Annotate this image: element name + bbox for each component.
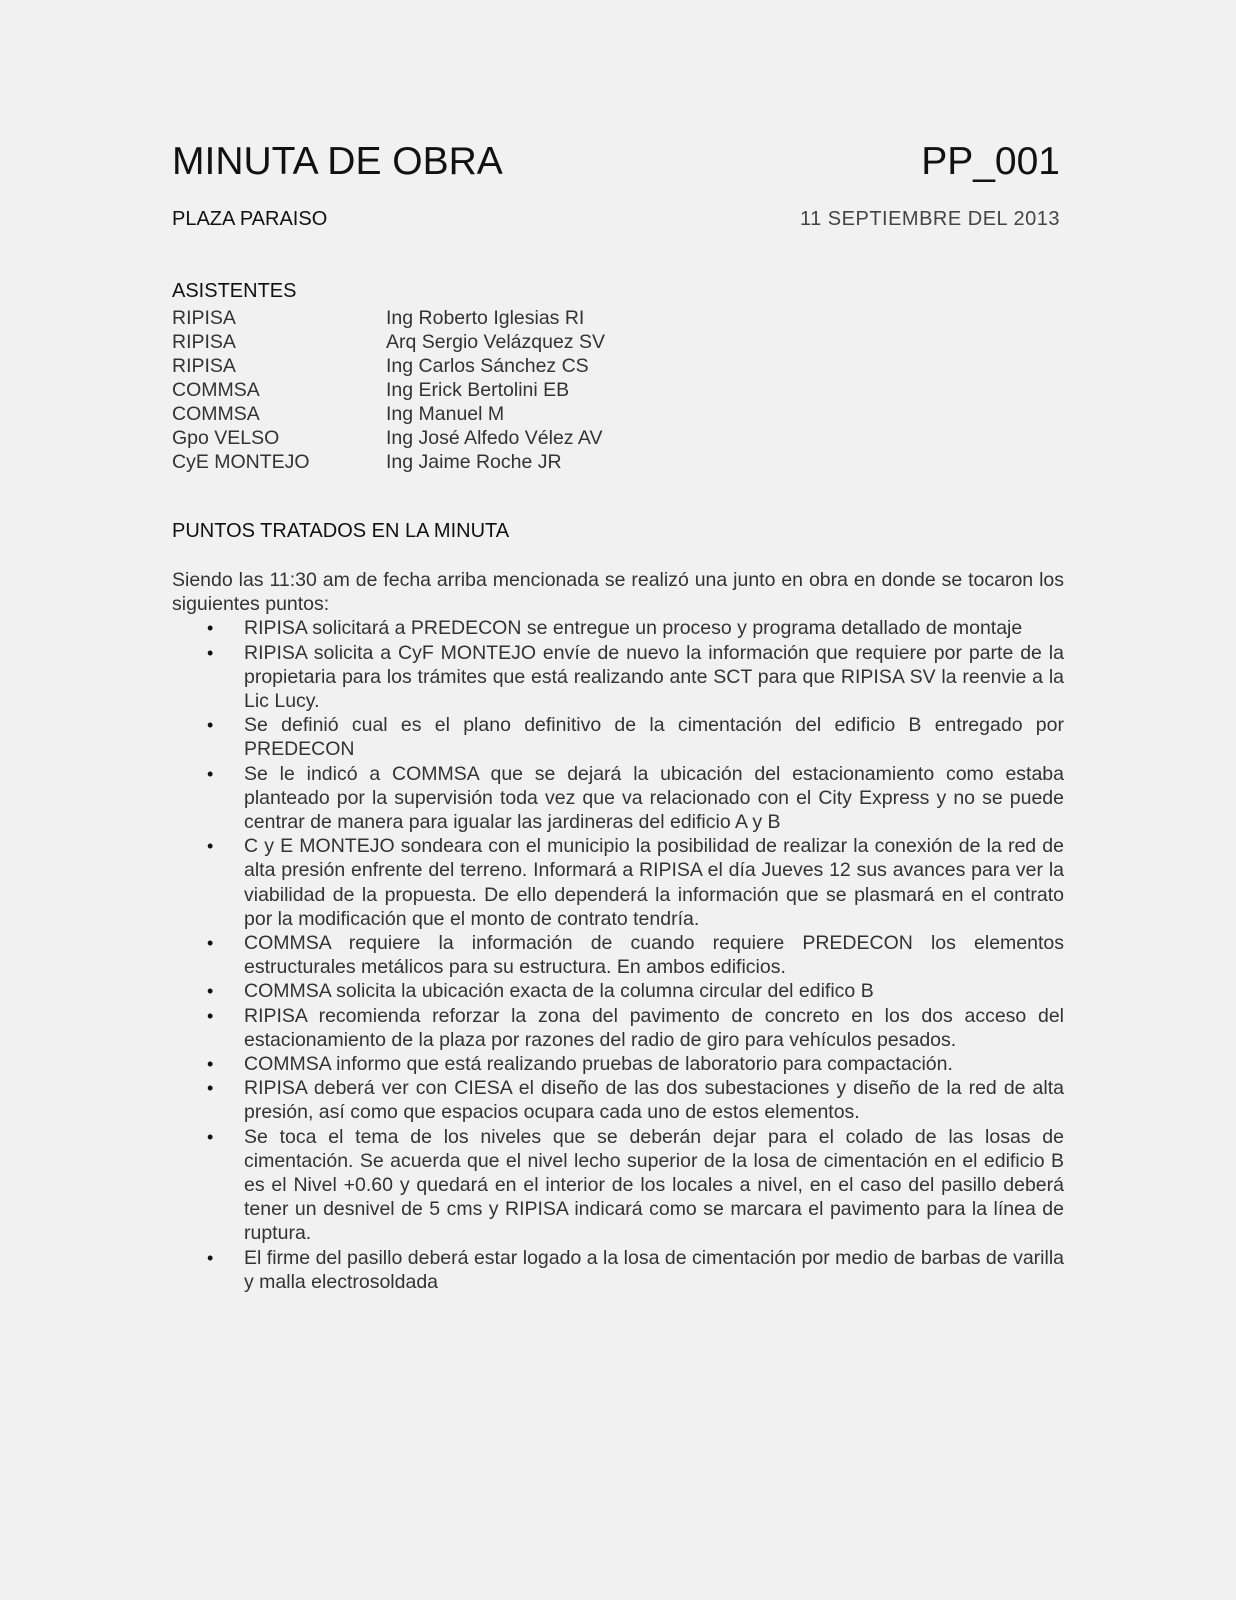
attendee-person: Ing Roberto Iglesias RI — [386, 307, 585, 329]
bullet-icon: • — [207, 933, 214, 954]
list-item — [172, 713, 1064, 761]
list-item — [172, 762, 1064, 835]
attendee-person: Ing Manuel M — [386, 403, 505, 425]
bullet-icon: • — [207, 1126, 214, 1147]
list-item — [172, 1052, 1064, 1076]
attendee-company: RIPISA — [172, 355, 236, 377]
list-item — [172, 931, 1064, 979]
attendee-row — [172, 306, 605, 330]
attendee-row — [172, 330, 605, 354]
bullet-icon: • — [207, 763, 214, 784]
project-name: PLAZA PARAISO — [172, 208, 328, 230]
bullet-icon: • — [207, 1054, 214, 1075]
list-item-text: Se definió cual es el plano definitivo de la cimentación del edificio B entregado por PREDECON — [244, 714, 1064, 761]
bullet-icon: • — [207, 1005, 214, 1026]
attendee-person: Ing Jaime Roche JR — [386, 451, 562, 473]
attendee-row — [172, 426, 605, 450]
attendee-person: Ing Erick Bertolini EB — [386, 379, 570, 401]
list-item-text: COMMSA solicita la ubicación exacta de la columna circular del edifico B — [244, 980, 874, 1003]
list-item — [172, 1004, 1064, 1052]
attendee-company: CyE MONTEJO — [172, 451, 310, 473]
bullet-icon: • — [207, 618, 214, 639]
document-date: 11 SEPTIEMBRE DEL 2013 — [799, 208, 1060, 230]
attendees-list — [172, 306, 605, 474]
points-heading: PUNTOS TRATADOS EN LA MINUTA — [172, 520, 510, 542]
list-item-text: RIPISA recomienda reforzar la zona del pavimento de concreto en los dos acceso del estacionamiento de la plaza por razones del radio de giro para vehículos pesados. — [244, 1004, 1064, 1051]
list-item-text: COMMSA informo que está realizando pruebas de laboratorio para compactación. — [244, 1053, 953, 1076]
list-item — [172, 616, 1064, 640]
bullet-icon: • — [207, 642, 214, 663]
list-item-text: Se le indicó a COMMSA que se dejará la ubicación del estacionamiento como estaba planteado por la supervisión toda vez que va relacionado con el City Express y no se puede centrar de manera para igualar las jardineras del edificio A y B — [244, 762, 1064, 834]
attendee-row — [172, 354, 605, 378]
attendee-person: Ing José Alfedo Vélez AV — [386, 427, 603, 449]
attendee-row — [172, 378, 605, 402]
bullet-icon: • — [207, 836, 214, 857]
list-item-text: Se toca el tema de los niveles que se deberán dejar para el colado de las losas de cimentación. Se acuerda que el nivel lecho superior de la losa de cimentación en el edificio B es el Nivel +0.60 y quedará en el interior de los locales a nivel, en el caso del pasillo deberá tener un desnivel de 5 cms y RIPISA indicará como se marcara el pavimento para la línea de ruptura. — [244, 1125, 1064, 1245]
attendee-company: RIPISA — [172, 307, 236, 329]
list-item — [172, 641, 1064, 714]
attendee-person: Ing Carlos Sánchez CS — [386, 355, 589, 377]
intro-paragraph: Siendo las 11:30 am de fecha arriba mencionada se realizó una junto en obra en donde se tocaron los siguientes puntos: — [172, 569, 1064, 616]
bullet-icon: • — [207, 715, 214, 736]
list-item — [172, 834, 1064, 931]
attendee-person: Arq Sergio Velázquez SV — [386, 331, 605, 353]
list-item — [172, 979, 1064, 1003]
list-item-text: RIPISA deberá ver con CIESA el diseño de las dos subestaciones y diseño de la red de alta presión, así como que espacios ocupara cada uno de estos elementos. — [244, 1077, 1064, 1124]
attendees-heading: ASISTENTES — [172, 280, 297, 302]
list-item — [172, 1125, 1064, 1246]
document-code: PP_001 — [921, 140, 1060, 183]
list-item-text: El firme del pasillo deberá estar logado a la losa de cimentación por medio de barbas de varilla y malla electrosoldada — [244, 1246, 1064, 1293]
list-item-text: COMMSA requiere la información de cuando requiere PREDECON los elementos estructurales metálicos para su estructura. En ambos edificios. — [244, 932, 1064, 979]
list-item-text: RIPISA solicitará a PREDECON se entregue un proceso y programa detallado de montaje — [244, 617, 1023, 640]
list-item — [172, 1076, 1064, 1124]
attendee-company: RIPISA — [172, 331, 236, 353]
points-section — [172, 568, 1064, 1294]
list-item-text: RIPISA solicita a CyF MONTEJO envíe de nuevo la información que requiere por parte de la propietaria para los trámites que está realizando ante SCT para que RIPISA SV la reenvie a la Lic Lucy. — [244, 641, 1064, 713]
attendee-row — [172, 402, 605, 426]
document-title: MINUTA DE OBRA — [172, 140, 503, 183]
bullet-icon: • — [207, 1078, 214, 1099]
list-item-text: C y E MONTEJO sondeara con el municipio la posibilidad de realizar la conexión de la red de alta presión enfrente del terreno. Informará a RIPISA el día Jueves 12 sus avances para ver la viabilidad de la propuesta. De ello dependerá la información que se plasmará en el contrato por la modificación que el monto de contrato tendría. — [244, 835, 1064, 930]
bullet-icon: • — [207, 981, 214, 1002]
attendee-company: COMMSA — [172, 403, 260, 425]
points-list — [172, 616, 1064, 1294]
attendee-company: COMMSA — [172, 379, 260, 401]
list-item — [172, 1246, 1064, 1294]
attendee-company: Gpo VELSO — [172, 427, 280, 449]
attendee-row — [172, 450, 605, 474]
bullet-icon: • — [207, 1247, 214, 1268]
